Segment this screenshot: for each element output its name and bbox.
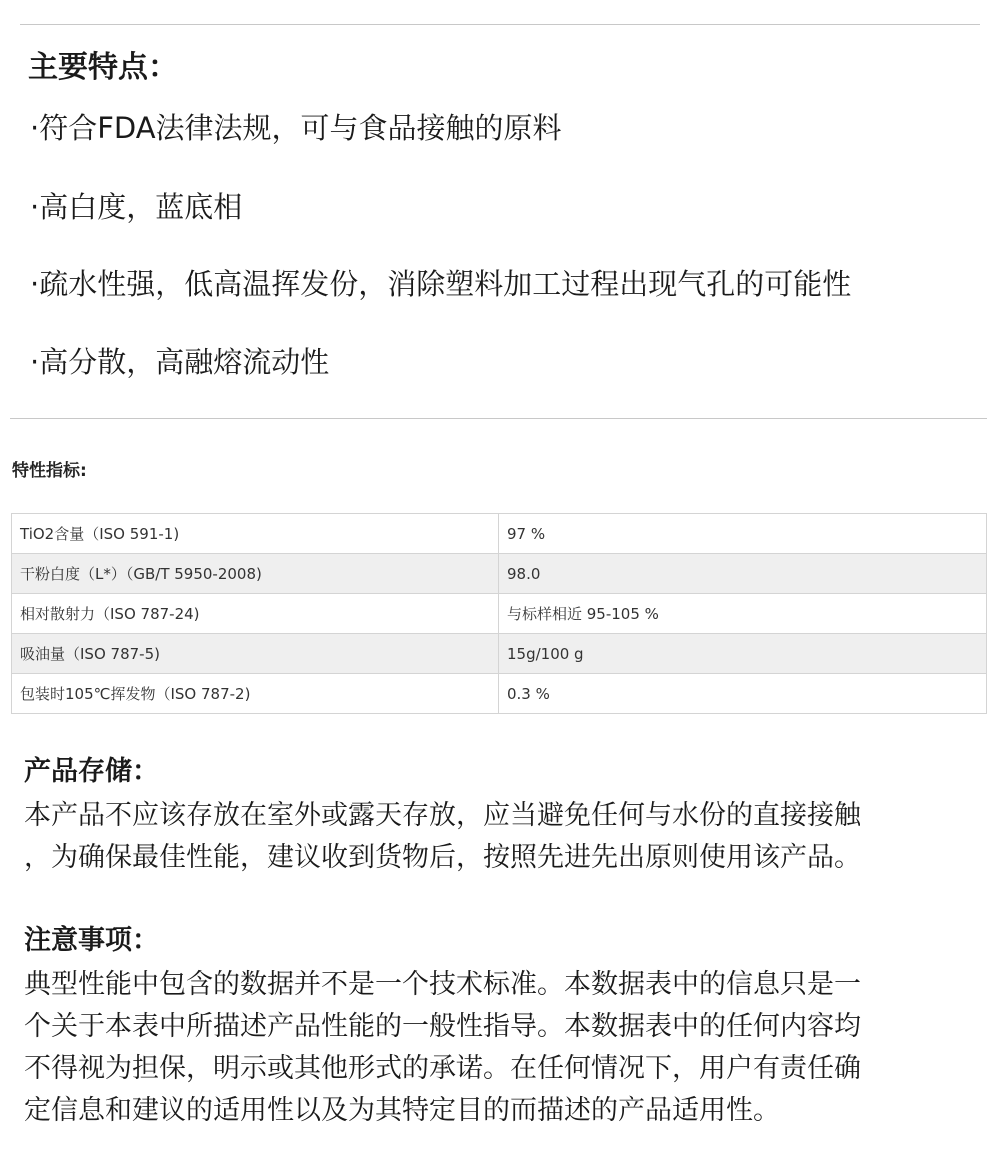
spec-value: 0.3 % — [499, 674, 987, 714]
feature-item: ·高分散，高融熔流动性 — [30, 345, 330, 379]
feature-item: ·疏水性强，低高温挥发份，消除塑料加工过程出现气孔的可能性 — [30, 267, 852, 301]
spec-label: 相对散射力（ISO 787-24) — [12, 594, 499, 634]
table-row — [12, 554, 987, 594]
spec-value: 与标样相近 95-105 % — [499, 594, 987, 634]
section-divider — [10, 418, 987, 419]
feature-item: ·符合FDA法律法规，可与食品接触的原料 — [30, 111, 562, 145]
spec-value: 97 % — [499, 514, 987, 554]
notes-line: 定信息和建议的适用性以及为其特定目的而描述的产品适用性。 — [24, 1095, 780, 1126]
notes-line: 典型性能中包含的数据并不是一个技术标准。本数据表中的信息只是一 — [24, 969, 861, 1000]
table-row — [12, 674, 987, 714]
storage-title: 产品存储： — [24, 756, 159, 787]
storage-line: ，为确保最佳性能，建议收到货物后，按照先进先出原则使用该产品。 — [24, 842, 861, 873]
table-row — [12, 514, 987, 554]
spec-label: 吸油量（ISO 787-5) — [12, 634, 499, 674]
notes-line: 不得视为担保，明示或其他形式的承诺。在任何情况下，用户有责任确 — [24, 1053, 861, 1084]
spec-value: 15g/100 g — [499, 634, 987, 674]
notes-line: 个关于本表中所描述产品性能的一般性指导。本数据表中的任何内容均 — [24, 1011, 861, 1042]
table-row — [12, 634, 987, 674]
spec-label: TiO2含量（ISO 591-1) — [12, 514, 499, 554]
notes-text — [24, 964, 984, 1132]
spec-label: 干粉白度（L*）（GB/T 5950-2008) — [12, 554, 499, 594]
features-title: 主要特点： — [28, 50, 178, 85]
spec-table — [11, 513, 987, 714]
spec-title: 特性指标: — [12, 461, 87, 481]
storage-text — [24, 795, 984, 879]
storage-line: 本产品不应该存放在室外或露天存放，应当避免任何与水份的直接接触 — [24, 800, 861, 831]
spec-label: 包装时105℃挥发物（ISO 787-2) — [12, 674, 499, 714]
notes-title: 注意事项： — [24, 925, 159, 956]
feature-item: ·高白度，蓝底相 — [30, 190, 243, 224]
table-row — [12, 594, 987, 634]
top-divider — [20, 24, 980, 25]
spec-value: 98.0 — [499, 554, 987, 594]
